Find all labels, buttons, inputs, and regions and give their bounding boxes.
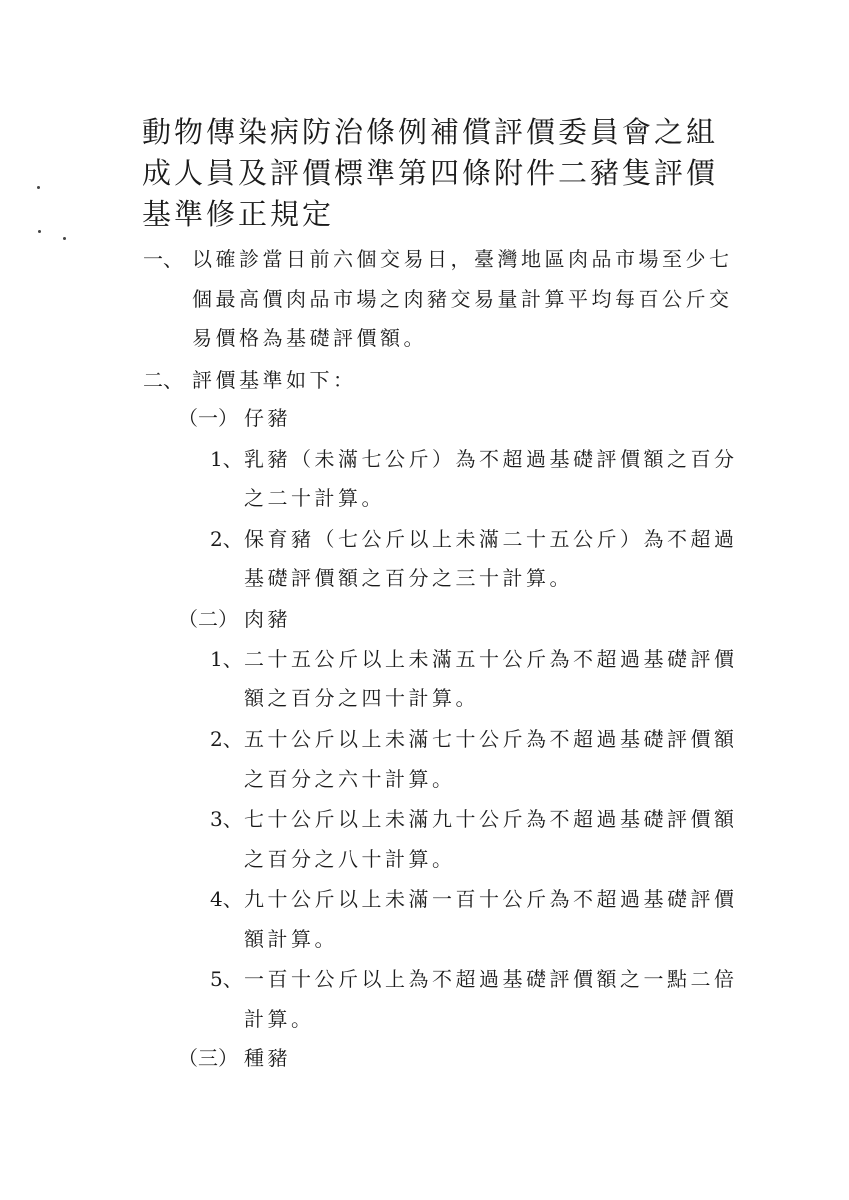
section-2-number: 二、 bbox=[143, 368, 183, 392]
scan-speck bbox=[63, 237, 66, 240]
item-line: 九十公斤以上未滿一百十公斤為不超過基礎評價 bbox=[244, 887, 738, 911]
item-line: 保育豬（七公斤以上未滿二十五公斤）為不超過 bbox=[244, 527, 738, 551]
item-line: 額之百分之四十計算。 bbox=[244, 686, 479, 710]
item-number: 2、 bbox=[210, 527, 243, 551]
item-line: 之二十計算。 bbox=[244, 486, 385, 510]
item-line: 之百分之六十計算。 bbox=[244, 767, 456, 791]
item-line: 計算。 bbox=[244, 1007, 315, 1031]
subsection-2-label: （二） bbox=[178, 607, 238, 631]
item-number: 3、 bbox=[210, 807, 243, 831]
section-1-number: 一、 bbox=[143, 247, 183, 271]
subsection-3-label: （三） bbox=[178, 1046, 238, 1070]
scan-speck bbox=[38, 230, 41, 233]
item-line: 之百分之八十計算。 bbox=[244, 847, 456, 871]
subsection-2-title: 肉豬 bbox=[244, 607, 291, 631]
item-number: 2、 bbox=[210, 727, 243, 751]
item-line: 乳豬（未滿七公斤）為不超過基礎評價額之百分 bbox=[244, 447, 738, 471]
item-line: 額計算。 bbox=[244, 927, 338, 951]
item-number: 1、 bbox=[210, 647, 243, 671]
item-line: 七十公斤以上未滿九十公斤為不超過基礎評價額 bbox=[244, 807, 738, 831]
item-line: 五十公斤以上未滿七十公斤為不超過基礎評價額 bbox=[244, 727, 738, 751]
scan-speck bbox=[37, 186, 40, 189]
document-title: 動物傳染病防治條例補償評價委員會之組成人員及評價標準第四條附件二豬隻評價基準修正規定 bbox=[142, 115, 719, 231]
item-line: 二十五公斤以上未滿五十公斤為不超過基礎評價 bbox=[244, 647, 738, 671]
item-number: 1、 bbox=[210, 447, 243, 471]
subsection-3-title: 種豬 bbox=[244, 1046, 291, 1070]
item-number: 4、 bbox=[210, 887, 243, 911]
subsection-1-title: 仔豬 bbox=[244, 406, 291, 430]
item-number: 5、 bbox=[210, 967, 243, 991]
section-1-line-1: 以確診當日前六個交易日，臺灣地區肉品市場至少七 bbox=[192, 247, 733, 271]
section-1-line-2: 個最高價肉品市場之肉豬交易量計算平均每百公斤交 bbox=[192, 287, 733, 311]
section-2-text: 評價基準如下： bbox=[192, 368, 357, 392]
section-1-line-3: 易價格為基礎評價額。 bbox=[192, 326, 427, 350]
item-line: 一百十公斤以上為不超過基礎評價額之一點二倍 bbox=[244, 967, 738, 991]
subsection-1-label: （一） bbox=[178, 406, 238, 430]
item-line: 基礎評價額之百分之三十計算。 bbox=[244, 566, 573, 590]
